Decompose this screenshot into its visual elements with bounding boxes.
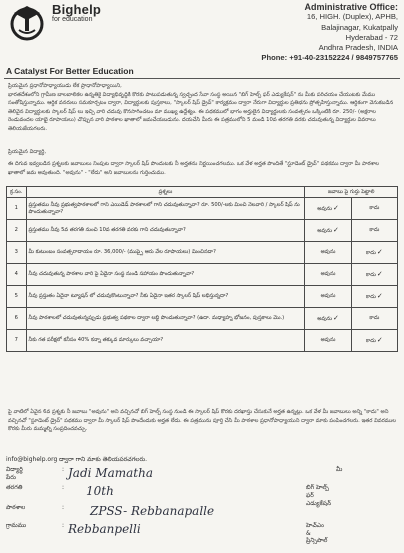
village-field[interactable]: Rebbanpelli [68, 522, 141, 536]
tagline: A Catalyst For Better Education [6, 66, 134, 76]
answer-no[interactable] [351, 330, 397, 352]
survey-form-page: Bighelp for education A Catalyst For Better Education Administrative Office: 16, HIGH. (Duplex), APHB, Balajinagar, Kukatpally Hyderabad - 72 Andhra Pradesh, INDIA Phone: +91-40-23152224 / 9849757765 ప్రియమైన ప్రధానోపాధ్యాయుడు లేక ప్రాధానోపాధ్యాయిని, భారతదేశంలోని గ్రామీణ బాలబాలికల ఉన్నతికై విద్యాభివృద్ధికి కొరకు పాటుపడుతున్న స్వచ్ఛంద సేవా సంస్థ అయిన "బిగ్ హెల్ప్ ఫర్ ఎడ్యుకేషన్" ను మీకు పరిచయం చేయుటకు మేము సంతోషిస్తున్నాము. ఆర్ధిక వనరులు సమకూర్చటం ద్వారా, విద్యార్థులకు పుస్తకాలు, "స్కాలర్ షిప్ డ్రైవ్" కార్యక్రమం ద్వారా నేరుగా విద్యార్థుల ప్రతిభను ప్రోత్సహిస్తున్నాము. ఆర్ధికంగా వెనుకబడిన తెలివైన విద్యార్థులకు స్కాలర్ షిప్ లు ఇచ్చి వారి చదువు కొనసాగించటం మా ముఖ్య ఉద్దేశ్యం. ఈ పథకములో భాగం అర్హులైన విద్యార్థులకు సంవత్సరం ఒక్కింటికి రూ. 250/- (అక్షరాల రెండువందల యాభై రూపాయలు) చొప్పున వారి పాఠశాల ఖాతాలో జమచేయబడును. దయచేసి మీరు ఈ పత్రములోని 5 మండి 10వ తరగతి వరకు చదువుతున్న విద్యార్థుల వివరాలు తెలియజేయగలరు. ప్రియమైన విద్యార్థి, ఈ దిగువ ఇవ్వబడిన ప్రశ్నలకు జవాబులు నింపుట ద్వారా స్కాలర్ షిప్ పొందుటకు నీ అర్హతను నిర్ణయించగలము. ఒక వేళ అర్హత పొందితే "స్టూడెంట్ డ్రైవ్" పథకము ద్వారా మీ పాఠశాల ఖాతాలో జమ అవుతుంది. "అవును" - "లేదు" అని జవాబులను గుర్తించుము. క్ర.సం. ప్రశ్నలు జవాబు పై గుర్తు పెట్టాలి 1 ప్రస్తుతము నీవు ప్రభుత్వపాఠశాలలో గాని ఎయిడెడ్ పాఠశాలలో గాని చదువుతున్నావా? రూ. 500/-లకు మించి నెలవారి / స్కాలర్ షిప్ ను పొందుతున్నావా? అవును✓ కాదు 2 ప్రస్తుతము నీవు 5వ తరగతి నుంచి 10వ తరగతి వరకు గాని చదువుతున్నావా? అవును✓ కాదు 3 మీ కుటుంబం సంవత్సరాదాయం రూ. 36,000/- (ముప్పై ఆరు వేల రూపాయలు) మించినదా? అవును కాదు✓ 4 నీవు చదువుతున్న పాఠశాల వారి పై ఏదైనా సంస్థ నుండి సహాయం పొందుతున్నావా? అవును కాదు✓ 5 నీవు ప్రస్తుతం ఏదైనా ట్యూషన్ లో చదువుకొంటున్నావా? నీకు ఏదైనా ఇతర స్కాలర్ షిప్ లభిస్తున్నదా? అవును కాదు✓ 6 నీవు పాఠశాలలో చదువుతున్నప్పుడు ప్రభుత్వ పథకాల ద్వారా లబ్ధి పొందుతున్నావా? (ఉదా. మధ్యాహ్న భోజనం, పుస్తకాలు మొ.) అవును✓ కాదు 7 నీకు గత పరీక్షలో కనీసం 40% కన్నా తక్కువ మార్కులు వచ్చాయా? అవును కాదు✓ పై వాటిలో ఏవైన 6వ ప్రశ్నకు నీ జవాబు "అవును" అని వచ్చినచో బిగ్ హెల్ప్ సంస్థ నుండి ఈ స్కాలర్ షిప్ కొరకు దరఖాస్తు చేసుకునే అర్హత ఉన్నట్లు. ఒక వేళ మీ జవాబులు అన్ని "కాదు" అని వచ్చినచో "స్టూడెంట్ డ్రైవ్" పథకము ద్వారా మీ స్కాలర్ షిప్ పొందేందుకు అర్హత లేదు. ఈ పత్రమును పూర్తి చేసి మీ పాఠశాల ప్రధానోపాధ్యాయుని ద్వారా మాకు పంపించగలరు. ఇతర వివరముల కొరకు మీరు మమ్మల్ని సంప్రదించవచ్చు. info@bighelp.org ద్వారా గాని మాకు తెలియపరచగలరు. విద్యార్థి పేరు : Jadi Mamatha మీ తరగతి : 10th బిగ్ హెల్ప్ ఫర్ ఎడ్యుకేషన్ పాఠశాల : ZPSS- Rebbanapalle గ్రామము : Rebbanpelli హెచ్ఎం & ప్రిన్సిపాల్ [0, 0, 404, 553]
table-row [7, 286, 398, 308]
table-row [7, 198, 398, 220]
table-row [7, 220, 398, 242]
right-label-org: బిగ్ హెల్ప్ ఫర్ ఎడ్యుకేషన్ [306, 484, 332, 507]
name-field[interactable]: Jadi Mamatha [68, 466, 153, 480]
office-address [261, 2, 398, 64]
row-question: ప్రస్తుతము నీవు 5వ తరగతి నుంచి 10వ తరగతి వరకు గాని చదువుతున్నావా? [26, 220, 305, 242]
answer-no[interactable] [351, 264, 397, 286]
row-number: 1 [7, 198, 27, 220]
answer-yes[interactable] [305, 220, 351, 242]
yes-label: అవును [320, 271, 336, 277]
yes-label: అవును [320, 293, 336, 299]
row-number: 6 [7, 308, 27, 330]
school-field[interactable]: ZPSS- Rebbanapalle [90, 504, 215, 518]
class-label: తరగతి [6, 484, 23, 491]
checkmark-icon: ✓ [376, 269, 383, 278]
answer-yes[interactable] [305, 308, 351, 330]
no-label: కాదు [369, 205, 380, 211]
yes-label: అవును [320, 249, 336, 255]
contact-email: info@bighelp.org ద్వారా గాని మాకు తెలియపరచగలరు. [6, 456, 148, 463]
no-label: కాదు [369, 315, 380, 321]
class-field[interactable]: 10th [86, 484, 114, 498]
answer-no[interactable] [351, 286, 397, 308]
header-questions: ప్రశ్నలు [26, 187, 305, 198]
row-question: మీ కుటుంబం సంవత్సరాదాయం రూ. 36,000/- (ముప్పై ఆరు వేల రూపాయలు) మించినదా? [26, 242, 305, 264]
salutation: ప్రియమైన ప్రధానోపాధ్యాయుడు లేక ప్రాధానోపాధ్యాయిని, [8, 83, 122, 89]
brand-name: Bighelp [52, 2, 102, 17]
table-row [7, 264, 398, 286]
checkmark-icon: ✓ [376, 291, 383, 300]
answer-no[interactable] [351, 308, 397, 330]
row-question: నీవు చదువుతున్న పాఠశాల వారి పై ఏదైనా సంస్థ నుండి సహాయం పొందుతున్నావా? [26, 264, 305, 286]
student-salutation: ప్రియమైన విద్యార్థి, [8, 149, 47, 155]
student-instructions: ఈ దిగువ ఇవ్వబడిన ప్రశ్నలకు జవాబులు నింపుట ద్వారా స్కాలర్ షిప్ పొందుటకు నీ అర్హతను నిర్ణయించగలము. ఒక వేళ అర్హత పొందితే "స్టూడెంట్ డ్రైవ్" పథకము ద్వారా మీ పాఠశాల ఖాతాలో జమ అవుతుంది. "అవును" - "లేదు" అని జవాబులను గుర్తించుము. [8, 161, 380, 176]
yes-label: అవును [317, 227, 332, 234]
address-line: Balajinagar, Kukatpally [321, 22, 398, 32]
intro-text: భారతదేశంలోని గ్రామీణ బాలబాలికల ఉన్నతికై విద్యాభివృద్ధికి కొరకు పాటుపడుతున్న స్వచ్ఛంద సేవా సంస్థ అయిన "బిగ్ హెల్ప్ ఫర్ ఎడ్యుకేషన్" ను మీకు పరిచయం చేయుటకు మేము సంతోషిస్తున్నాము. ఆర్ధిక వనరులు సమకూర్చటం ద్వారా, విద్యార్థులకు పుస్తకాలు, "స్కాలర్ షిప్ డ్రైవ్" కార్యక్రమం ద్వారా నేరుగా విద్యార్థుల ప్రతిభను ప్రోత్సహిస్తున్నాము. ఆర్ధికంగా వెనుకబడిన తెలివైన విద్యార్థులకు స్కాలర్ షిప్ లు ఇచ్చి వారి చదువు కొనసాగించటం మా ముఖ్య ఉద్దేశ్యం. ఈ పథకములో భాగం అర్హులైన విద్యార్థులకు సంవత్సరం ఒక్కింటికి రూ. 250/- (అక్షరాల రెండువందల యాభై రూపాయలు) చొప్పున వారి పాఠశాల ఖాతాలో జమచేయబడును. దయచేసి మీరు ఈ పత్రములోని 5 మండి 10వ తరగతి వరకు చదువుతున్న విద్యార్థుల వివరాలు తెలియజేయగలరు. [8, 91, 394, 132]
checkmark-icon: ✓ [332, 203, 339, 212]
row-question: నీవు ప్రస్తుతం ఏదైనా ట్యూషన్ లో చదువుకొంటున్నావా? నీకు ఏదైనా ఇతర స్కాలర్ షిప్ లభిస్తున్నదా? [26, 286, 305, 308]
no-label: కాదు [365, 271, 376, 278]
no-label: కాదు [365, 249, 376, 256]
checkmark-icon: ✓ [332, 313, 339, 322]
eligibility-table [6, 186, 398, 352]
table-row [7, 242, 398, 264]
right-label-hm: హెచ్ఎం & ప్రిన్సిపాల్ [306, 522, 328, 544]
name-label: విద్యార్థి పేరు [6, 466, 23, 481]
footer-paragraph: పై వాటిలో ఏవైన 6వ ప్రశ్నకు నీ జవాబు "అవును" అని వచ్చినచో బిగ్ హెల్ప్ సంస్థ నుండి ఈ స్కాలర్ షిప్ కొరకు దరఖాస్తు చేసుకునే అర్హత ఉన్నట్లు. ఒక వేళ మీ జవాబులు అన్ని "కాదు" అని వచ్చినచో "స్టూడెంట్ డ్రైవ్" పథకము ద్వారా మీ స్కాలర్ షిప్ పొందేందుకు అర్హత లేదు. ఈ పత్రమును పూర్తి చేసి మీ పాఠశాల ప్రధానోపాధ్యాయుని ద్వారా మాకు పంపించగలరు. ఇతర వివరముల కొరకు మీరు మమ్మల్ని సంప్రదించవచ్చు. [8, 409, 396, 433]
header-divider [4, 78, 400, 79]
school-label: పాఠశాల [6, 504, 26, 511]
row-number: 2 [7, 220, 27, 242]
header-answer: జవాబు పై గుర్తు పెట్టాలి [305, 187, 398, 198]
answer-yes[interactable] [305, 242, 351, 264]
header-serial: క్ర.సం. [7, 187, 27, 198]
checkmark-icon: ✓ [376, 335, 383, 344]
brand-sub: for education [52, 16, 93, 23]
row-number: 5 [7, 286, 27, 308]
village-label: గ్రామము [6, 522, 27, 529]
bighelp-logo-icon [6, 2, 48, 42]
table-row [7, 330, 398, 352]
checkmark-icon: ✓ [376, 247, 383, 256]
answer-yes[interactable] [305, 330, 351, 352]
checkmark-icon: ✓ [332, 225, 339, 234]
answer-yes[interactable] [305, 264, 351, 286]
table-header-row [7, 187, 398, 198]
no-label: కాదు [365, 337, 376, 344]
answer-no[interactable] [351, 220, 397, 242]
answer-yes[interactable] [305, 198, 351, 220]
address-line: 16, HIGH. (Duplex), APHB, [306, 12, 398, 22]
yes-label: అవును [317, 205, 332, 212]
office-phone: Phone: +91-40-23152224 / 9849757765 [261, 53, 398, 63]
row-number: 7 [7, 330, 27, 352]
intro-paragraph [8, 82, 396, 134]
answer-yes[interactable] [305, 286, 351, 308]
no-label: కాదు [369, 227, 380, 233]
yes-label: అవును [317, 315, 332, 322]
answer-no[interactable] [351, 242, 397, 264]
row-question: నీకు గత పరీక్షలో కనీసం 40% కన్నా తక్కువ మార్కులు వచ్చాయా? [26, 330, 305, 352]
row-question: నీవు పాఠశాలలో చదువుతున్నప్పుడు ప్రభుత్వ పథకాల ద్వారా లబ్ధి పొందుతున్నావా? (ఉదా. మధ్యాహ్న భోజనం, పుస్తకాలు మొ.) [26, 308, 305, 330]
row-question: ప్రస్తుతము నీవు ప్రభుత్వపాఠశాలలో గాని ఎయిడెడ్ పాఠశాలలో గాని చదువుతున్నావా? రూ. 500/-లకు మించి నెలవారి / స్కాలర్ షిప్ ను పొందుతున్నావా? [26, 198, 305, 220]
brand-block [52, 2, 101, 23]
row-number: 4 [7, 264, 27, 286]
address-line: Hyderabad - 72 [345, 32, 398, 42]
no-label: కాదు [365, 293, 376, 300]
address-line: Andhra Pradesh, INDIA [318, 43, 398, 53]
right-label-you: మీ [336, 466, 343, 473]
yes-label: అవును [320, 337, 336, 343]
office-title: Administrative Office: [304, 2, 398, 12]
table-row [7, 308, 398, 330]
answer-no[interactable] [351, 198, 397, 220]
row-number: 3 [7, 242, 27, 264]
